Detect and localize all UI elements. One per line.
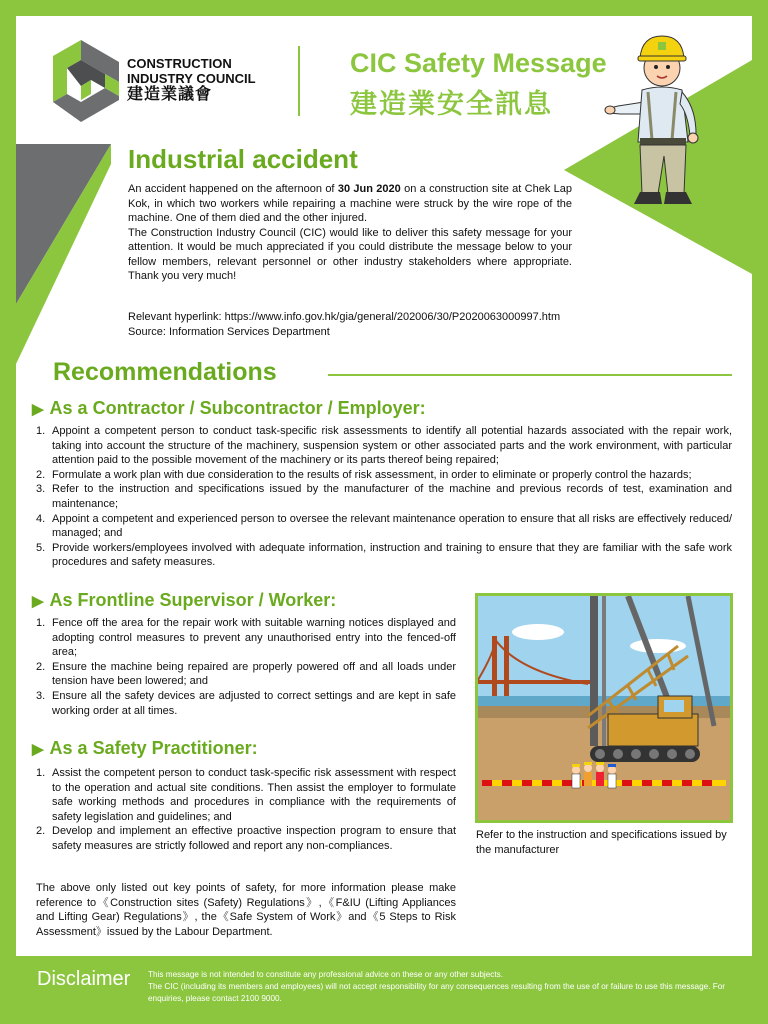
contractor-heading-text: As a Contractor / Subcontractor / Employer: [49, 398, 426, 418]
incident-body [128, 182, 572, 284]
arrow-icon: ▶ [32, 741, 44, 758]
disclaimer-line-2: The CIC (including its members and employees) will not accept responsibility for any consequences resulting from the use of or failure to use this message. For enquiries, please contact 2100 9000. [148, 982, 726, 1003]
contractor-heading [32, 398, 426, 419]
closing-paragraph: The above only listed out key points of safety, for more information please make reference to《Construction sites (Safety) Regulations》,《F&IU (Lifting Appliances and Lifting Gear) Regulations》, the《Safe System of Work》and《5 Steps to Risk Assessment》issued by the Labour Department. [36, 882, 456, 938]
item-number: 3. [36, 689, 46, 702]
item-number: 1. [36, 617, 46, 629]
cic-logo-icon [53, 40, 119, 122]
list-item [36, 468, 732, 483]
item-number: 3. [36, 483, 46, 496]
item-number: 1. [36, 425, 46, 437]
page-title: CIC Safety Message [350, 48, 607, 78]
item-number: 5. [36, 541, 46, 554]
logo-line2: INDUSTRY COUNCIL [127, 71, 256, 86]
list-item [36, 689, 456, 718]
list-item [36, 541, 732, 570]
frontline-heading-text: As Frontline Supervisor / Worker: [49, 590, 337, 610]
incident-paragraph-2: The Construction Industry Council (CIC) would like to deliver this safety message for your attention. It would be much appreciated if you could distribute the message below to your fellow members, relevant personnel or other industry stakeholders where appropriate. Thank you very much! [128, 226, 572, 282]
frontline-heading [32, 590, 336, 611]
source-note: Source: Information Services Department [128, 325, 330, 338]
recommendations-rule [328, 374, 732, 376]
item-text: Appoint a competent person to conduct task-specific risk assessments to identify all potential hazards associated with the repair work, taking into account the structure of the machinery, suspension system or other associated parts and the work environment, with particular attention paid to the possible movement of the machinery or its parts thereof being repaired; [52, 425, 732, 467]
left-green-band [16, 144, 111, 364]
list-item [36, 660, 456, 689]
message-sheet [16, 16, 752, 956]
list-item [36, 482, 732, 511]
incident-text-start: An accident happened on the afternoon of [128, 183, 338, 195]
item-number: 4. [36, 512, 46, 525]
item-text: Provide workers/employees involved with adequate information, instruction and training to ensure that they are familiar with the safe work procedures and safety measures. [52, 541, 732, 569]
practitioner-list [36, 766, 456, 854]
construction-site-illustration [478, 596, 730, 820]
disclaimer-text [148, 969, 738, 1005]
logo-line1: CONSTRUCTION [127, 56, 232, 71]
item-text: Ensure all the safety devices are adjusted to correct settings and are kept in safe working order at all times. [52, 689, 456, 717]
contractor-list [36, 424, 732, 570]
frontline-list [36, 616, 456, 718]
arrow-icon: ▶ [32, 401, 44, 418]
illustration-frame [475, 593, 733, 823]
list-item [36, 824, 456, 853]
item-text: Ensure the machine being repaired are properly powered off and all loads under tension have been lowered; and [52, 660, 456, 688]
list-item [36, 616, 456, 660]
disclaimer-title: Disclaimer [37, 968, 131, 990]
recommendations-title: Recommendations [53, 358, 277, 386]
incident-paragraph-1 [128, 182, 572, 226]
item-text: Appoint a competent and experienced person to oversee the relevant maintenance operation to ensure that all risks are effectively reduced/ managed; and [52, 512, 732, 540]
practitioner-heading [32, 738, 258, 759]
item-text: Assist the competent person to conduct task-specific risk assessment with respect to the operation and actual site conditions. Then assist the employer to formulate safe working methods and procedures in compliance with the requirements of safety legislation and guidelines; and [52, 767, 456, 823]
item-number: 1. [36, 767, 46, 779]
item-text: Formulate a work plan with due consideration to the results of risk assessment, in order to eliminate or properly control the hazards; [52, 468, 692, 481]
practitioner-heading-text: As a Safety Practitioner: [49, 738, 258, 758]
arrow-icon: ▶ [32, 593, 44, 610]
item-text: Refer to the instruction and specifications issued by the manufacturer of the machine and previous records of test, examination and maintenance; [52, 483, 732, 510]
disclaimer-footer [0, 956, 768, 1024]
item-number: 2. [36, 825, 46, 838]
incident-links [128, 310, 628, 339]
item-number: 2. [36, 660, 46, 673]
disclaimer-line-1: This message is not intended to constitute any professional advice on these or any other subjects. [148, 970, 503, 979]
item-number: 2. [36, 468, 46, 481]
illustration-caption: Refer to the instruction and specifications issued by the manufacturer [476, 829, 727, 856]
incident-text-end: on a construction site at Chek Lap Kok, in which two workers while repairing a machine were struck by the wire rope of the machine. One of them died and the other injured. [128, 183, 573, 224]
item-text: Fence off the area for the repair work with suitable warning notices displayed and adopting control measures to prevent any unauthorised entry into the fenced-off area; [52, 617, 456, 659]
logo-chinese: 建造業議會 [127, 84, 213, 103]
relevant-hyperlink[interactable]: Relevant hyperlink: https://www.info.gov.hk/gia/general/202006/30/P2020063000997.htm [128, 311, 561, 323]
item-text: Develop and implement an effective proactive inspection program to ensure that safety measures are strictly followed and report any non-compliances. [52, 825, 456, 852]
page-title-chinese: 建造業安全訊息 [350, 89, 553, 120]
list-item [36, 766, 456, 824]
incident-date: 30 Jun 2020 [337, 183, 401, 195]
header-divider [298, 46, 300, 116]
list-item [36, 424, 732, 468]
list-item [36, 512, 732, 541]
logo-wordmark [127, 56, 256, 101]
worker-mascot-icon [604, 22, 719, 208]
incident-title: Industrial accident [128, 144, 358, 174]
